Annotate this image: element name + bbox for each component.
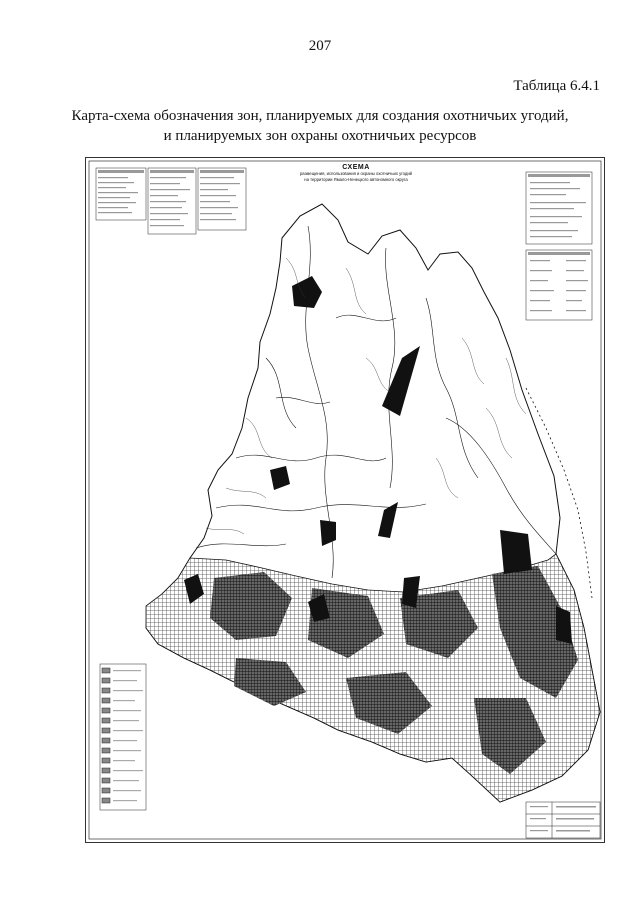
title-line-2: и планируемых зон охраны охотничьих ресурсов	[163, 128, 477, 144]
map-figure	[85, 157, 605, 843]
page-number: 207	[308, 38, 332, 54]
document-title	[40, 106, 600, 146]
top-left-tables	[96, 168, 246, 234]
title-block	[526, 802, 600, 838]
map-heading-title: СХЕМА	[342, 164, 370, 171]
map-subtitle-line-1: размещения, использования и охраны охотничьих угодий	[299, 171, 413, 176]
map-subtitle-line-2: на территории Ямало-Ненецкого автономного округа	[304, 177, 408, 182]
top-right-tables	[526, 172, 592, 320]
title-line-1: Карта-схема обозначения зон, планируемых для создания охотничьих угодий,	[71, 108, 569, 124]
map-image	[86, 158, 604, 842]
table-label: Таблица 6.4.1	[513, 78, 600, 94]
bottom-legend	[100, 664, 146, 810]
map-heading	[256, 164, 456, 183]
